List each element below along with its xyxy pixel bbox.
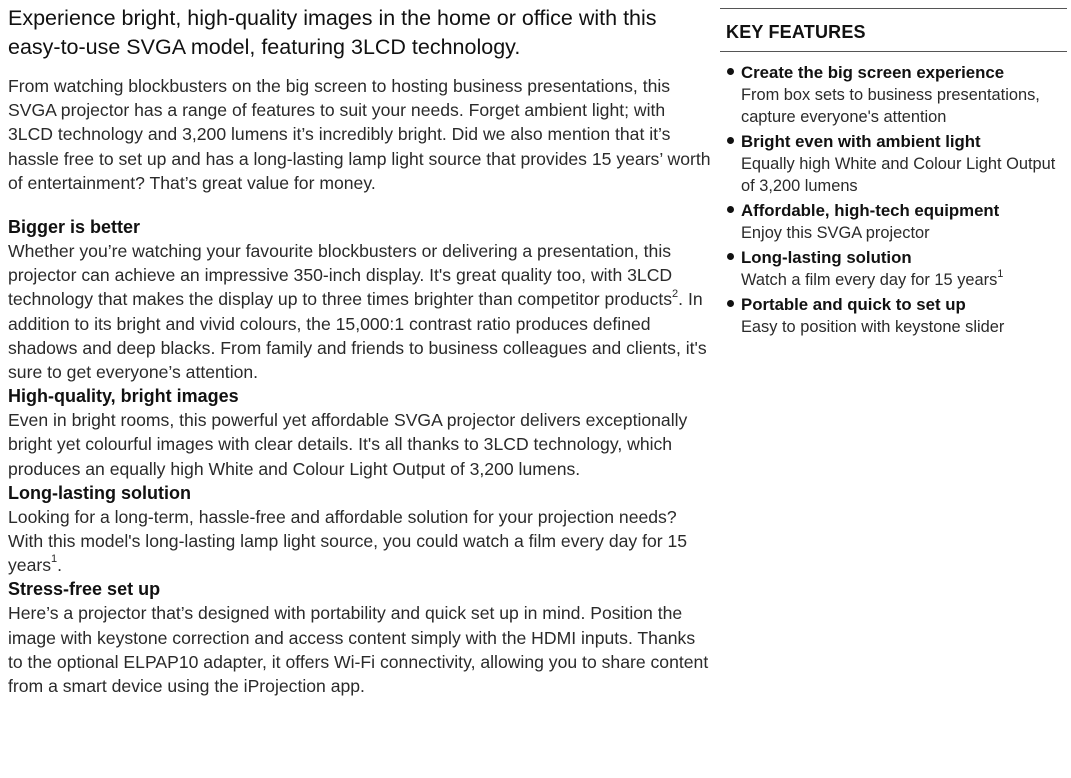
section-text: Whether you’re watching your favourite blockbusters or delivering a presentation, this projector can achieve an impressive 350-inch display. It's great quality too, with 3LCD technology that makes the display up to three times brighter than competitor products: [8, 241, 673, 310]
page-headline: Experience bright, high-quality images in the home or office with this easy-to-use SVGA model, featuring 3LCD technology.: [8, 6, 657, 59]
section-high-quality-bright-images: [8, 384, 713, 481]
main-content: [8, 4, 713, 698]
feature-title: Affordable, high-tech equipment: [741, 201, 1000, 220]
feature-item: [720, 294, 1067, 338]
feature-item: [720, 200, 1067, 244]
section-text: Looking for a long-term, hassle-free and affordable solution for your projection needs? With this model's long-lasting lamp light source, you could watch a film every day for 15 years: [8, 506, 688, 576]
section-heading: Bigger is better: [8, 217, 141, 238]
section-body: [8, 601, 713, 698]
feature-description: Equally high White and Colour Light Output of 3,200 lumens: [741, 155, 1056, 195]
section-text: Even in bright rooms, this powerful yet affordable SVGA projector delivers exceptionally bright yet colourful images with clear details. It's all thanks to 3LCD technology, which produces an equally high White and Colour Light Output of 3,200 lumens.: [8, 410, 688, 479]
feature-description: Easy to position with keystone slider: [741, 318, 1005, 336]
section-long-lasting-solution: [8, 481, 713, 578]
footnote-marker: 2: [672, 287, 679, 300]
feature-description: Enjoy this SVGA projector: [741, 224, 930, 242]
section-heading: Stress-free set up: [8, 579, 161, 600]
sidebar-title: KEY FEATURES: [726, 22, 866, 42]
section-body: [8, 408, 713, 481]
section-stress-free-set-up: [8, 577, 713, 698]
section-body: [8, 505, 713, 578]
feature-title: Portable and quick to set up: [741, 295, 966, 314]
feature-item: [720, 62, 1067, 128]
bullet-icon: [727, 137, 734, 144]
footnote-marker: 1: [51, 553, 58, 566]
feature-item: [720, 247, 1067, 291]
feature-item: [720, 131, 1067, 197]
bullet-icon: [727, 300, 734, 307]
bullet-icon: [727, 68, 734, 75]
bullet-icon: [727, 253, 734, 260]
feature-title: Long-lasting solution: [741, 248, 912, 267]
key-features-sidebar: [720, 8, 1067, 341]
feature-title: Bright even with ambient light: [741, 132, 981, 151]
section-body: [8, 239, 713, 384]
feature-description: [741, 269, 1067, 291]
bullet-icon: [727, 206, 734, 213]
feature-description-text: Watch a film every day for 15 years: [741, 271, 998, 289]
section-text: Here’s a projector that’s designed with portability and quick set up in mind. Position the image with keystone correction and access content simply with the HDMI inputs. Thanks to the optional ELPAP10 adapter, it offers Wi-Fi connectivity, allowing you to share content from a smart device using the iProjection app.: [8, 603, 709, 697]
sidebar-title-divider: [720, 51, 1067, 52]
intro-paragraph: From watching blockbusters on the big screen to hosting business presentations, this SVGA projector has a range of features to suit your needs. Forget ambient light; with 3LCD technology and 3,200 lumens it’s incredibly bright. Did we also mention that it’s hassle free to set up and has a long-lasting lamp light source that provides 15 years’ worth of entertainment? That’s great value for money.: [8, 76, 711, 193]
feature-title: Create the big screen experience: [741, 63, 1005, 82]
section-text-continued: .: [57, 555, 63, 576]
feature-description: From box sets to business presentations, capture everyone's attention: [741, 86, 1040, 126]
section-heading: Long-lasting solution: [8, 482, 191, 503]
footnote-marker: 1: [997, 267, 1004, 280]
section-bigger-is-better: [8, 215, 713, 384]
section-text-continued: . In addition to its bright and vivid colours, the 15,000:1 contrast ratio produces defined shadows and deep blacks. From family and friends to business colleagues and clients, it's sure to get everyone’s attention.: [8, 289, 707, 383]
section-heading: High-quality, bright images: [8, 386, 239, 407]
